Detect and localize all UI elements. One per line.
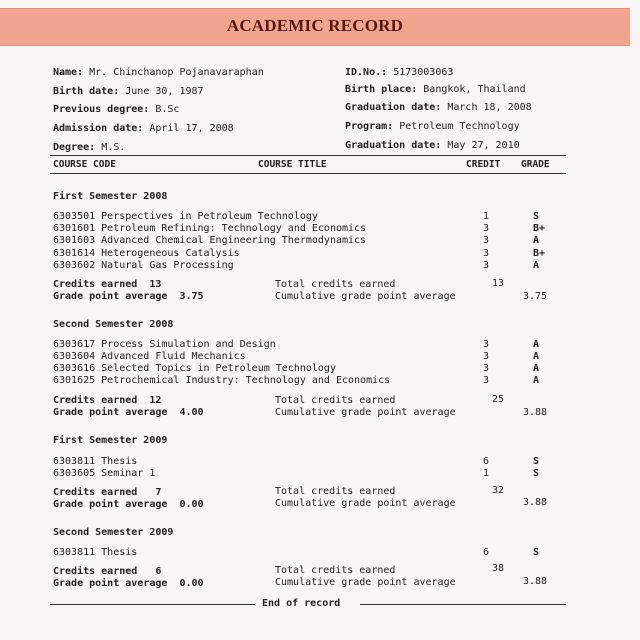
course-credit: 3 xyxy=(483,363,490,374)
credits-earned xyxy=(53,395,161,406)
course-title: 6303501 Perspectives in Petroleum Technology xyxy=(53,211,318,222)
total-credits-value: 32 xyxy=(492,485,505,496)
birth-place-label: Birth place: xyxy=(345,84,418,95)
course-credit: 3 xyxy=(483,248,490,259)
course-credit: 6 xyxy=(483,456,490,467)
course-row xyxy=(53,339,563,351)
gpa-value: 0.00 xyxy=(179,499,204,510)
col-grade: GRADE xyxy=(521,159,550,170)
cgpa-value: 3.88 xyxy=(523,407,548,418)
credits-earned-label: Credits earned xyxy=(53,487,138,498)
cgpa-label: Cumulative grade point average xyxy=(275,291,456,302)
credits-earned-label: Credits earned xyxy=(53,566,138,577)
course-grade: S xyxy=(533,468,540,479)
course-title: 6303616 Selected Topics in Petroleum Technology xyxy=(53,363,336,374)
end-of-record: End of record xyxy=(262,598,341,609)
gpa xyxy=(53,499,204,510)
prev-degree: B.Sc xyxy=(155,104,180,115)
header-rule-top xyxy=(50,155,566,156)
grad-date-2: May 27, 2010 xyxy=(447,140,520,151)
course-credit: 3 xyxy=(483,235,490,246)
col-credit: CREDIT xyxy=(466,159,501,170)
course-credit: 1 xyxy=(483,468,490,479)
course-row xyxy=(53,363,563,375)
credits-earned-value: 12 xyxy=(149,395,162,406)
total-credits-value: 25 xyxy=(492,394,505,405)
course-row xyxy=(53,235,563,247)
course-title: 6303811 Thesis xyxy=(53,456,138,467)
course-credit: 3 xyxy=(483,351,490,362)
program-row xyxy=(345,121,520,132)
gpa-value: 4.00 xyxy=(179,407,204,418)
degree-row xyxy=(53,142,125,153)
semester-heading: First Semester 2009 xyxy=(53,435,168,446)
course-grade: B+ xyxy=(533,248,546,259)
header-rule-bottom xyxy=(50,173,566,174)
end-rule-right xyxy=(360,604,566,605)
course-credit: 1 xyxy=(483,211,490,222)
birth-place: Bangkok, Thailand xyxy=(423,84,526,95)
grad-date-2-row xyxy=(345,140,520,151)
course-title: 6303617 Process Simulation and Design xyxy=(53,339,276,350)
name-row xyxy=(53,67,264,78)
credits-earned-value: 6 xyxy=(155,566,162,577)
course-credit: 3 xyxy=(483,339,490,350)
prev-degree-label: Previous degree: xyxy=(53,104,150,115)
total-credits-value: 13 xyxy=(492,278,505,289)
course-grade: A xyxy=(533,339,540,350)
total-credits-label: Total credits earned xyxy=(275,279,396,290)
course-row xyxy=(53,468,563,480)
gpa-label: Grade point average xyxy=(53,578,168,589)
cgpa-value: 3.88 xyxy=(523,576,548,587)
course-grade: A xyxy=(533,235,540,246)
course-title: 6301625 Petrochemical Industry: Technology and Economics xyxy=(53,375,391,386)
course-row xyxy=(53,248,563,260)
course-grade: B+ xyxy=(533,223,546,234)
gpa-label: Grade point average xyxy=(53,499,168,510)
total-credits-label: Total credits earned xyxy=(275,565,396,576)
course-grade: A xyxy=(533,351,540,362)
credits-earned xyxy=(53,566,161,577)
course-grade: S xyxy=(533,211,540,222)
birth-date: June 30, 1987 xyxy=(125,86,204,97)
course-grade: A xyxy=(533,363,540,374)
semester-heading: Second Semester 2008 xyxy=(53,319,174,330)
birth-date-row xyxy=(53,86,204,97)
course-grade: A xyxy=(533,375,540,386)
admission-label: Admission date: xyxy=(53,123,144,134)
course-credit: 3 xyxy=(483,260,490,271)
course-credit: 6 xyxy=(483,547,490,558)
gpa-label: Grade point average xyxy=(53,407,168,418)
gpa-value: 3.75 xyxy=(179,291,204,302)
credits-earned xyxy=(53,487,161,498)
grad-date-1-label: Graduation date: xyxy=(345,102,442,113)
course-credit: 3 xyxy=(483,375,490,386)
col-course-code: COURSE CODE xyxy=(53,159,116,170)
degree: M.S. xyxy=(101,142,126,153)
gpa-label: Grade point average xyxy=(53,291,168,302)
semester-heading: Second Semester 2009 xyxy=(53,527,174,538)
cgpa-label: Cumulative grade point average xyxy=(275,407,456,418)
course-title: 6301601 Petroleum Refining: Technology and Economics xyxy=(53,223,367,234)
admission-date: April 17, 2008 xyxy=(149,123,234,134)
gpa xyxy=(53,291,204,302)
credits-earned-value: 13 xyxy=(149,279,162,290)
course-title: 6303604 Advanced Fluid Mechanics xyxy=(53,351,246,362)
credits-earned-label: Credits earned xyxy=(53,279,138,290)
course-row xyxy=(53,351,563,363)
cgpa-label: Cumulative grade point average xyxy=(275,498,456,509)
gpa-value: 0.00 xyxy=(179,578,204,589)
course-grade: S xyxy=(533,547,540,558)
cgpa-value: 3.75 xyxy=(523,291,548,302)
course-title: 6303811 Thesis xyxy=(53,547,138,558)
course-grade: A xyxy=(533,260,540,271)
grad-date-1: March 18, 2008 xyxy=(447,102,532,113)
prev-degree-row xyxy=(53,104,179,115)
course-row xyxy=(53,223,563,235)
total-credits-label: Total credits earned xyxy=(275,486,396,497)
birth-date-label: Birth date: xyxy=(53,86,120,97)
gpa xyxy=(53,407,204,418)
course-title: 6303605 Seminar 1 xyxy=(53,468,156,479)
course-title: 6303602 Natural Gas Processing xyxy=(53,260,234,271)
name-label: Name: xyxy=(53,67,84,78)
course-row xyxy=(53,211,563,223)
id-row xyxy=(345,67,453,78)
credits-earned xyxy=(53,279,161,290)
cgpa-label: Cumulative grade point average xyxy=(275,577,456,588)
total-credits-value: 38 xyxy=(492,563,505,574)
course-title: 6301614 Heterogeneous Catalysis xyxy=(53,248,240,259)
course-credit: 3 xyxy=(483,223,490,234)
program: Petroleum Technology xyxy=(399,121,520,132)
semester-heading: First Semester 2008 xyxy=(53,191,168,202)
credits-earned-label: Credits earned xyxy=(53,395,138,406)
gpa xyxy=(53,578,204,589)
student-name: Mr. Chinchanop Pojanavaraphan xyxy=(89,67,264,78)
course-row xyxy=(53,260,563,272)
cgpa-value: 3.88 xyxy=(523,497,548,508)
course-row xyxy=(53,547,563,559)
birth-place-row xyxy=(345,84,526,95)
credits-earned-value: 7 xyxy=(155,487,162,498)
total-credits-label: Total credits earned xyxy=(275,395,396,406)
course-title: 6301603 Advanced Chemical Engineering Thermodynamics xyxy=(53,235,367,246)
program-label: Program: xyxy=(345,121,394,132)
page-title: ACADEMIC RECORD xyxy=(226,16,404,35)
grad-date-1-row xyxy=(345,102,532,113)
course-row xyxy=(53,456,563,468)
id-label: ID.No.: xyxy=(345,67,388,78)
grad-date-2-label: Graduation date: xyxy=(345,140,442,151)
degree-label: Degree: xyxy=(53,142,96,153)
end-rule-left xyxy=(50,604,255,605)
admission-row xyxy=(53,123,234,134)
student-id: 5173003063 xyxy=(393,67,454,78)
course-row xyxy=(53,375,563,387)
course-grade: S xyxy=(533,456,540,467)
col-course-title: COURSE TITLE xyxy=(258,159,327,170)
